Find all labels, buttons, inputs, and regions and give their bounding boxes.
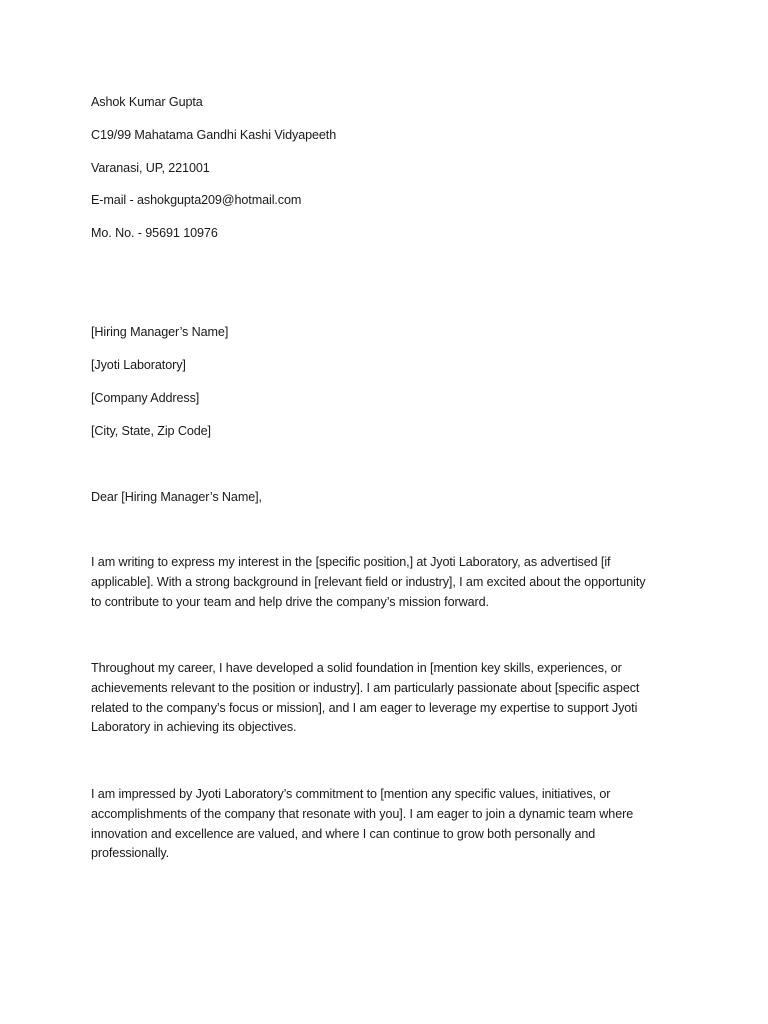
paragraph-line: related to the company’s focus or mission], and I am eager to leverage my expertise to support Jyoti <box>91 700 638 715</box>
sender-email: E-mail - ashokgupta209@hotmail.com <box>91 193 302 207</box>
sender-name: Ashok Kumar Gupta <box>91 95 203 109</box>
sender-address-line2: Varanasi, UP, 221001 <box>91 161 210 175</box>
recipient-company: [Jyoti Laboratory] <box>91 358 186 372</box>
sender-address-line1: C19/99 Mahatama Gandhi Kashi Vidyapeeth <box>91 128 337 142</box>
paragraph-line: applicable]. With a strong background in [relevant field or industry], I am excited about the opportunity <box>91 574 646 589</box>
body-paragraph <box>91 659 681 738</box>
recipient-city-state-zip: [City, State, Zip Code] <box>91 424 211 438</box>
salutation: Dear [Hiring Manager’s Name], <box>91 490 262 504</box>
paragraph-line: Laboratory in achieving its objectives. <box>91 720 297 735</box>
recipient-manager-name: [Hiring Manager’s Name] <box>91 325 229 339</box>
paragraph-line: I am impressed by Jyoti Laboratory’s commitment to [mention any specific values, initiatives, or <box>91 787 611 801</box>
paragraph-line: achievements relevant to the position or industry]. I am particularly passionate about [specific aspect <box>91 680 640 695</box>
paragraph-line: accomplishments of the company that resonate with you]. I am eager to join a dynamic team where <box>91 806 634 821</box>
paragraph-line: innovation and excellence are valued, and where I can continue to grow both personally and <box>91 826 596 841</box>
paragraph-line: I am writing to express my interest in the [specific position,] at Jyoti Laboratory, as advertised [if <box>91 555 611 569</box>
body-paragraph <box>91 785 681 864</box>
paragraph-line: Throughout my career, I have developed a solid foundation in [mention key skills, experiences, or <box>91 661 622 675</box>
paragraph-line: to contribute to your team and help drive the company’s mission forward. <box>91 594 489 609</box>
paragraph-line: professionally. <box>91 846 170 861</box>
sender-phone: Mo. No. - 95691 10976 <box>91 226 218 240</box>
recipient-company-address: [Company Address] <box>91 391 200 405</box>
body-paragraph <box>91 553 681 612</box>
